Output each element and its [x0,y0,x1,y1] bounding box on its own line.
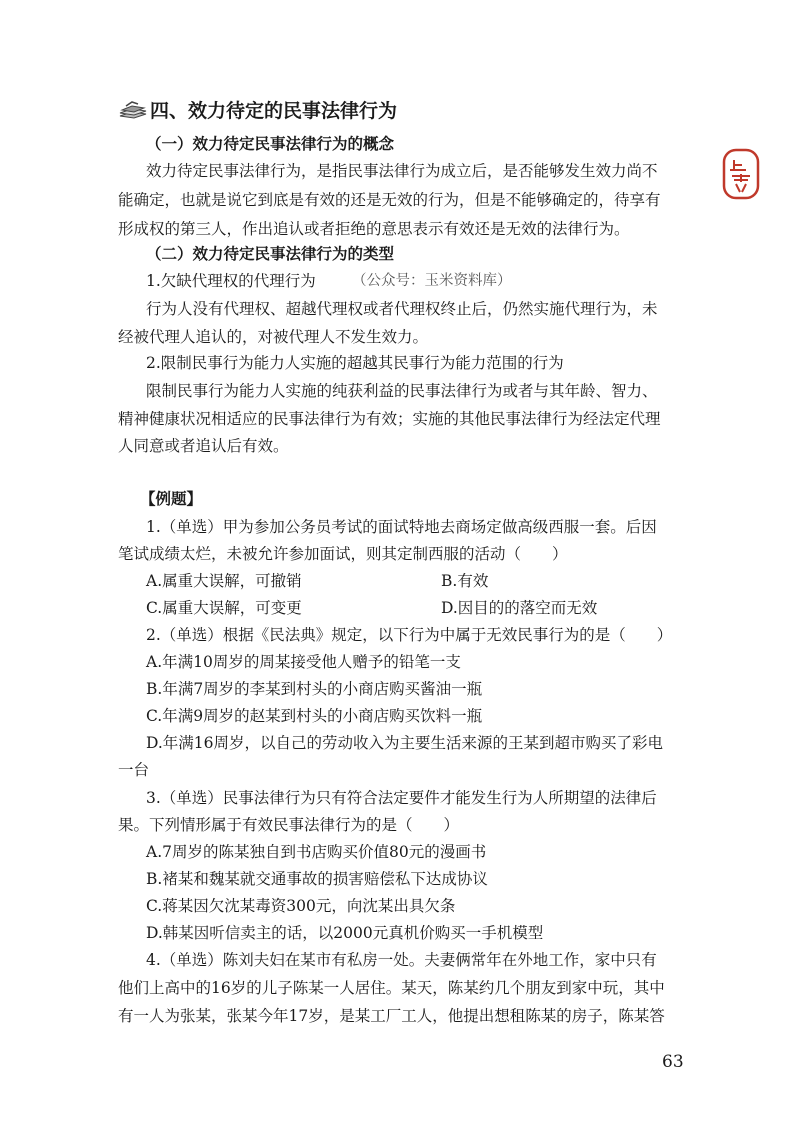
q2-option-d: D.年满16周岁，以自己的劳动收入为主要生活来源的王某到超市购买了彩电 [146,734,664,752]
book-stack-icon [118,100,148,120]
type2-line: 限制民事行为能力人实施的纯获利益的民事法律行为或者与其年龄、智力、 [146,382,658,400]
concept-title: （一）效力待定民事法律行为的概念 [146,135,395,153]
page-number: 63 [662,1052,684,1072]
q3-line: 果。下列情形属于有效民事法律行为的是（ ） [118,816,460,834]
type2-title: 2.限制民事行为能力人实施的超越其民事行为能力范围的行为 [146,354,564,372]
concept-line: 形成权的第三人，作出追认或者拒绝的意思表示有效还是无效的法律行为。 [118,220,630,238]
q3-option-b: B.褚某和魏某就交通事故的损害赔偿私下达成协议 [146,870,488,888]
q1-line: 笔试成绩太烂，未被允许参加面试，则其定制西服的活动（ ） [118,545,568,563]
q1-option-c: C.属重大误解，可变更 [146,599,302,617]
q3-line: 3.（单选）民事法律行为只有符合法定要件才能发生行为人所期望的法律后 [146,789,657,807]
concept-line: 能确定，也就是说它到底是有效的还是无效的行为，但是不能够确定的，待享有 [118,191,661,209]
type1-title: 1.欠缺代理权的代理行为 [146,272,316,290]
q1-line: 1.（单选）甲为参加公务员考试的面试特地去商场定做高级西服一套。后因 [146,518,657,536]
q4-line: 4.（单选）陈刘夫妇在某市有私房一处。夫妻俩常年在外地工作，家中只有 [146,951,657,969]
types-title: （二）效力待定民事法律行为的类型 [146,245,395,263]
q1-option-b: B.有效 [441,572,489,590]
q2-option-c: C.年满9周岁的赵某到村头的小商店购买饮料一瓶 [146,707,483,725]
section-heading [118,96,397,123]
type1-line: 行为人没有代理权、超越代理权或者代理权终止后，仍然实施代理行为，未 [146,300,658,318]
q2-line: 2.（单选）根据《民法典》规定，以下行为中属于无效民事行为的是（ ） [146,626,673,644]
q4-line: 有一人为张某，张某今年17岁，是某工厂工人，他提出想租陈某的房子，陈某答 [118,1007,665,1025]
q3-option-d: D.韩某因听信卖主的话，以2000元真机价购买一手机模型 [146,924,544,942]
concept-line: 效力待定民事法律行为，是指民事法律行为成立后，是否能够发生效力尚不 [146,162,658,180]
q1-option-d: D.因目的的落空而无效 [441,599,598,617]
watermark-text: （公众号：玉米资料库） [352,273,512,289]
q3-option-c: C.蒋某因欠沈某毒资300元，向沈某出具欠条 [146,897,456,915]
seal-stamp-icon [722,148,760,200]
section-title: 四、效力待定的民事法律行为 [150,100,398,122]
q1-option-a: A.属重大误解，可撤销 [146,572,302,590]
q2-option-a: A.年满10周岁的周某接受他人赠予的铅笔一支 [146,653,461,671]
q2-option-d: 一台 [118,761,150,779]
type1-line: 经被代理人追认的，对被代理人不发生效力。 [118,328,429,346]
q2-option-b: B.年满7周岁的李某到村头的小商店购买酱油一瓶 [146,680,483,698]
type2-line: 人同意或者追认后有效。 [118,437,289,455]
q4-line: 他们上高中的16岁的儿子陈某一人居住。某天，陈某约几个朋友到家中玩，其中 [118,979,665,997]
examples-title: 【例题】 [140,490,203,508]
q3-option-a: A.7周岁的陈某独自到书店购买价值80元的漫画书 [146,843,487,861]
type2-line: 精神健康状况相适应的民事法律行为有效；实施的其他民事法律行为经法定代理 [118,410,661,428]
